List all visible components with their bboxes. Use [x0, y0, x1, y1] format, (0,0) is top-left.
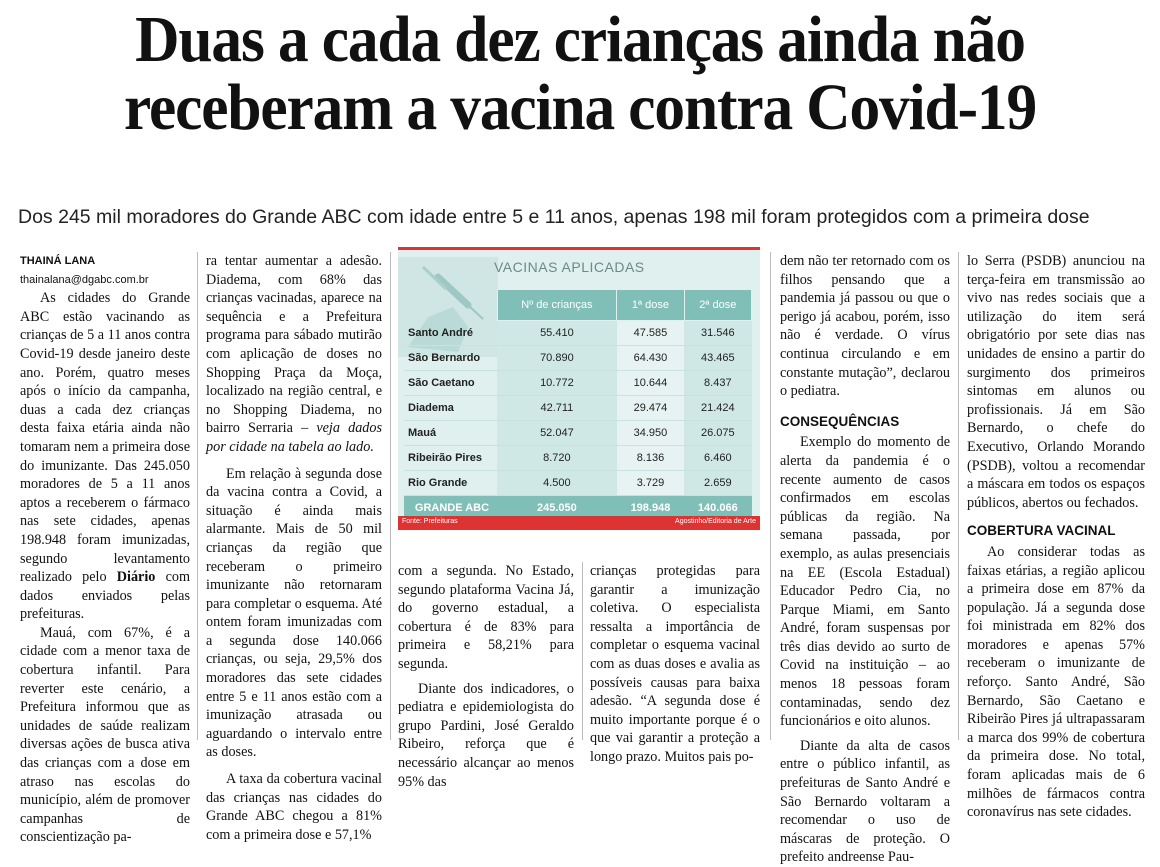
city-name: Ribeirão Pires	[404, 446, 497, 471]
byline-email: thainalana@dgabc.com.br	[20, 273, 149, 286]
article-column-5	[780, 252, 950, 867]
city-name: Rio Grande	[404, 471, 497, 496]
column-divider	[197, 252, 198, 740]
city-name: Diadema	[404, 396, 497, 421]
children-count: 4.500	[497, 471, 617, 496]
column-divider	[390, 252, 391, 740]
dose1-count: 3.729	[617, 471, 684, 496]
children-count: 8.720	[497, 446, 617, 471]
paragraph: dem não ter retornado com os filhos pensando que a pandemia já passou ou que o perigo já acabou, porém, isso não é verdade. O vírus continua circulando e em constante mutação”, declarou o pediatra.	[780, 253, 950, 400]
children-count: 42.711	[497, 396, 617, 421]
children-count: 52.047	[497, 421, 617, 446]
dose2-count: 31.546	[684, 321, 751, 346]
paragraph: lo Serra (PSDB) anunciou na terça-feira em transmissão ao vivo nas redes sociais que a utilização do item será obrigatório por sete dias nas unidades de ensino a partir do surgimento dos primeiros sintomas em alunos ou profissionais. Já em São Bernardo, o chefe do Executivo, Orlando Morando (PSDB), voltou a recomendar a máscara em todos os espaços públicos, abertos ou fechados.	[967, 253, 1145, 511]
paragraph: com a segunda. No Estado, segundo plataforma Vacina Já, do governo estadual, a cobertura é de 83% para primeira e 58,21% para segunda.	[398, 563, 574, 672]
paragraph: Ao considerar todas as faixas etárias, a região aplicou a primeira dose em 87% da população. Já a segunda dose foi ministrada em 82% dos moradores e apenas 57% receberam o imunizante de reforço. Santo André, São Bernardo, São Caetano e Ribeirão Pires já ultrapassaram a marca dos 99% de cobertura da primeira dose. No total, foram aplicadas mais de 6 milhões de fármacos contra coronavírus nas sete cidades.	[967, 543, 1145, 821]
article-column-1	[20, 252, 190, 847]
column-divider	[770, 252, 771, 740]
headline-line-1: Duas a cada dez crianças ainda não	[135, 3, 1025, 76]
total-dose1: 198.948	[617, 496, 684, 521]
children-count: 55.410	[497, 321, 617, 346]
total-label: GRANDE ABC	[404, 496, 497, 521]
table-header-dose1: 1ª dose	[617, 290, 684, 321]
dose2-count: 8.437	[684, 371, 751, 396]
city-name: Mauá	[404, 421, 497, 446]
city-name: Santo André	[404, 321, 497, 346]
table-header-empty	[404, 290, 497, 321]
byline-author: THAINÁ LANA	[20, 255, 96, 267]
city-name: São Caetano	[404, 371, 497, 396]
section-heading-cobertura-vacinal: COBERTURA VACINAL	[967, 523, 1116, 539]
dose2-count: 26.075	[684, 421, 751, 446]
dose1-count: 64.430	[617, 346, 684, 371]
dose2-count: 2.659	[684, 471, 751, 496]
infobox-top-bar	[398, 247, 760, 250]
dose1-count: 8.136	[617, 446, 684, 471]
dose1-count: 10.644	[617, 371, 684, 396]
paragraph-text: ra tentar aumentar a adesão. Diadema, com 68% das crianças vacinadas, aparece na sequência e a Prefeitura programa para sábado mutirão com aplicação de doses no Shopping Praça da Moça, localizado na região central, e no Shopping Diadema, no bairro Serraria –	[206, 253, 382, 437]
article-column-6	[967, 252, 1145, 822]
paragraph	[206, 252, 382, 457]
table-row	[404, 371, 752, 396]
table-reference: veja dados por cidade na tabela ao lado.	[206, 420, 383, 455]
paragraph: A taxa da cobertura vacinal das crianças nas cidades do Grande ABC chegou a 81% com a primeira dose e 57,1%	[206, 771, 382, 843]
dose1-count: 29.474	[617, 396, 684, 421]
paragraph: Diante dos indicadores, o pediatra e epidemiologista do grupo Pardini, José Geraldo Ribeiro, reforça que é necessário alcançar ao menos 95% das	[398, 680, 574, 790]
table-row	[404, 396, 752, 421]
paragraph: crianças protegidas para garantir a imunização coletiva. O especialista ressalta a importância de completar o esquema vacinal com as duas doses e avalia as possíveis causas para baixa adesão. “A segunda dose é muito importante porque é o que vai garantir a proteção a longo prazo. Muitos pais po-	[590, 563, 760, 765]
dose1-count: 34.950	[617, 421, 684, 446]
infobox-credit: Agostinho/Editoria de Arte	[675, 518, 756, 525]
column-divider	[582, 562, 583, 740]
dose2-count: 21.424	[684, 396, 751, 421]
headline-line-2: receberam a vacina contra Covid-19	[123, 71, 1037, 144]
column-divider	[958, 252, 959, 740]
table-row	[404, 346, 752, 371]
dose2-count: 6.460	[684, 446, 751, 471]
children-count: 70.890	[497, 346, 617, 371]
paragraph: Mauá, com 67%, é a cidade com a menor taxa de cobertura infantil. Para reverter este cenário, a Prefeitura informou que as unidades de saúde realizam diversas ações de busca ativa das crianças com a dose em atraso nas escolas do município, além de promover campanhas de conscientização pa-	[20, 624, 190, 846]
table-row	[404, 321, 752, 346]
subheadline: Dos 245 mil moradores do Grande ABC com idade entre 5 e 11 anos, apenas 198 mil foram protegidos com a primeira dose	[18, 206, 1090, 228]
children-count: 10.772	[497, 371, 617, 396]
section-heading-consequencias: CONSEQUÊNCIAS	[780, 413, 900, 429]
paragraph-text: As cidades do Grande ABC estão vacinando as crianças de 5 a 11 anos contra Covid-19 desde janeiro deste ano. Porém, quatro meses após o início da campanha, duas a cada dez crianças desta faixa etária ainda não tomaram nem a primeira dose do imunizante. Das 245.050 moradores de 5 a 11 anos aptos a receberem o fármaco nas sete cidades, apenas 198.948 foram imunizadas, segundo levantamento realizado pelo	[20, 290, 190, 586]
dose2-count: 43.465	[684, 346, 751, 371]
vaccination-table	[404, 289, 752, 521]
table-row	[404, 446, 752, 471]
paragraph: Diante da alta de casos entre o público infantil, as prefeituras de Santo André e São Bernardo voltaram a recomendar o uso de máscaras de proteção. O prefeito andreense Pau-	[780, 737, 950, 866]
table-header-row	[404, 290, 752, 321]
article-column-4	[590, 562, 760, 767]
total-dose2: 140.066	[684, 496, 751, 521]
dose1-count: 47.585	[617, 321, 684, 346]
infobox-title: VACINAS APLICADAS	[494, 259, 645, 275]
article-column-3	[398, 562, 574, 791]
infobox-source: Fonte: Prefeituras	[402, 518, 458, 525]
paragraph-text: com dados enviados pelas prefeituras.	[20, 569, 190, 623]
paragraph: Exemplo do momento de alerta da pandemia é o recente aumento de casos confirmados em escolas públicas da região. Na semana passada, por exemplo, as aulas presenciais na EE (Escola Estadual) Educador Pedro Cia, no Parque Miami, em Santo André, foram suspensas por três dias devido ao surto de Covid na instituição – ao menos 18 pessoas foram contaminadas, sendo dez funcionários e oito alunos.	[780, 434, 950, 730]
headline	[54, 3, 1107, 144]
table-header-dose2: 2ª dose	[684, 290, 751, 321]
vaccination-infobox	[398, 247, 760, 530]
table-row	[404, 471, 752, 496]
newspaper-name: Diário	[116, 569, 156, 586]
paragraph	[20, 289, 190, 624]
table-row	[404, 421, 752, 446]
infobox-footer	[398, 516, 760, 530]
city-name: São Bernardo	[404, 346, 497, 371]
table-header-children: Nº de crianças	[497, 290, 617, 321]
paragraph: Em relação à segunda dose da vacina contra a Covid, a situação é ainda mais alarmante. Mais de 50 mil crianças da região que receberam o primeiro imunizante não retornaram para completar o esquema. Até ontem foram imunizadas com a segunda dose 140.066 crianças, ou seja, 29,5% dos moradores das sete cidades entre 5 e 11 anos estão com a imunização atrasada ou aguardando o intervalo entre as doses.	[206, 465, 382, 761]
total-children: 245.050	[497, 496, 617, 521]
article-column-2	[206, 252, 382, 844]
